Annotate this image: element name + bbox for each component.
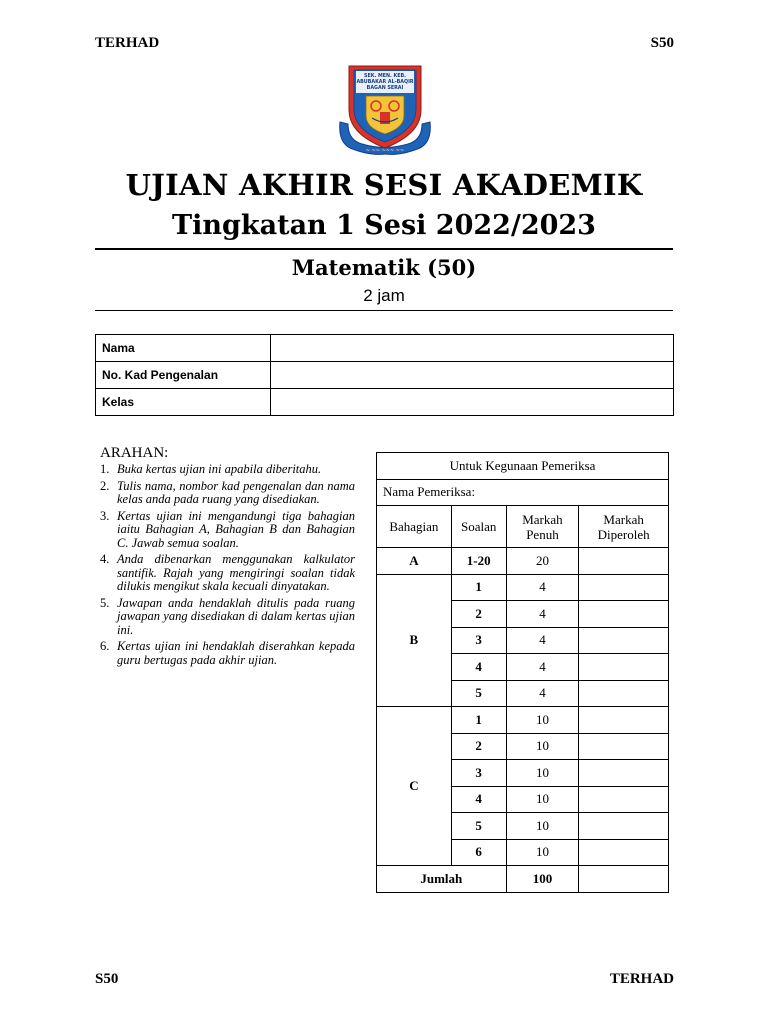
table-row bbox=[96, 335, 674, 362]
full-marks-cell: 4 bbox=[506, 680, 579, 707]
obtained-marks-cell[interactable] bbox=[579, 733, 669, 760]
section-a-label: A bbox=[377, 548, 452, 575]
examiner-marks-table bbox=[376, 452, 669, 893]
obtained-marks-cell[interactable] bbox=[579, 813, 669, 840]
title-divider bbox=[95, 248, 673, 250]
list-item: 5. Jawapan anda hendaklah ditulis pada ruang jawapan yang disediakan di dalam kertas ujian ini. bbox=[100, 595, 355, 637]
table-row bbox=[96, 362, 674, 389]
header-section: Bahagian bbox=[377, 506, 452, 548]
examiner-table-title: Untuk Kegunaan Pemeriksa bbox=[377, 453, 669, 480]
question-cell: 6 bbox=[451, 839, 506, 866]
footer-code: S50 bbox=[95, 971, 119, 987]
table-row bbox=[96, 389, 674, 416]
full-marks-cell: 4 bbox=[506, 627, 579, 654]
table-row bbox=[377, 453, 669, 480]
obtained-marks-cell[interactable] bbox=[579, 786, 669, 813]
obtained-marks-cell[interactable] bbox=[579, 839, 669, 866]
exam-duration: 2 jam bbox=[363, 286, 405, 305]
table-row bbox=[377, 506, 669, 548]
section-b-label: B bbox=[377, 574, 452, 707]
header-marks-obtained: Markah Diperoleh bbox=[579, 506, 669, 548]
header-full-marks: Markah Penuh bbox=[506, 506, 579, 548]
obtained-marks-cell[interactable] bbox=[579, 548, 669, 575]
table-row bbox=[377, 548, 669, 575]
obtained-marks-cell[interactable] bbox=[579, 654, 669, 681]
full-marks-cell: 4 bbox=[506, 601, 579, 628]
school-crest-logo bbox=[336, 60, 434, 160]
full-marks-cell: 10 bbox=[506, 839, 579, 866]
table-row bbox=[377, 707, 669, 734]
subject-divider bbox=[95, 310, 673, 311]
question-cell: 1 bbox=[451, 707, 506, 734]
svg-text:~ ~~ ~~~ ~~: ~ ~~ ~~~ ~~ bbox=[365, 148, 405, 154]
svg-text:BAGAN SERAI: BAGAN SERAI bbox=[366, 86, 404, 91]
ic-number-label: No. Kad Pengenalan bbox=[96, 362, 271, 389]
question-cell: 5 bbox=[451, 680, 506, 707]
list-item: 2. Tulis nama, nombor kad pengenalan dan nama kelas anda pada ruang yang disediakan. bbox=[100, 478, 355, 506]
name-label: Nama bbox=[96, 335, 271, 362]
table-row bbox=[377, 479, 669, 506]
name-field[interactable] bbox=[271, 335, 674, 362]
question-cell: 1-20 bbox=[451, 548, 506, 575]
section-c-label: C bbox=[377, 707, 452, 866]
class-field[interactable] bbox=[271, 389, 674, 416]
full-marks-cell: 10 bbox=[506, 707, 579, 734]
list-item: 3. Kertas ujian ini mengandungi tiga bahagian iaitu Bahagian A, Bahagian B dan Bahagian C. Jawab semua soalan. bbox=[100, 508, 355, 550]
total-label: Jumlah bbox=[377, 866, 507, 893]
instructions-title: ARAHAN: bbox=[100, 445, 169, 461]
obtained-marks-cell[interactable] bbox=[579, 627, 669, 654]
question-cell: 2 bbox=[451, 601, 506, 628]
total-obtained-marks[interactable] bbox=[579, 866, 669, 893]
ic-number-field[interactable] bbox=[271, 362, 674, 389]
subject-title: Matematik (50) bbox=[291, 255, 477, 280]
header-code: S50 bbox=[650, 35, 674, 51]
full-marks-cell: 10 bbox=[506, 786, 579, 813]
question-cell: 2 bbox=[451, 733, 506, 760]
obtained-marks-cell[interactable] bbox=[579, 574, 669, 601]
total-full-marks: 100 bbox=[506, 866, 579, 893]
class-label: Kelas bbox=[96, 389, 271, 416]
list-item: 4. Anda dibenarkan menggunakan kalkulator santifik. Rajah yang mengiringi soalan tidak dilukis mengikut skala kecuali dinyatakan. bbox=[100, 552, 355, 593]
full-marks-cell: 10 bbox=[506, 760, 579, 787]
footer-classification: TERHAD bbox=[609, 971, 674, 987]
table-row bbox=[377, 574, 669, 601]
question-cell: 3 bbox=[451, 760, 506, 787]
examiner-name-label: Nama Pemeriksa: bbox=[377, 479, 669, 506]
obtained-marks-cell[interactable] bbox=[579, 707, 669, 734]
obtained-marks-cell[interactable] bbox=[579, 680, 669, 707]
candidate-info-table bbox=[95, 334, 674, 416]
question-cell: 5 bbox=[451, 813, 506, 840]
question-cell: 3 bbox=[451, 627, 506, 654]
obtained-marks-cell[interactable] bbox=[579, 601, 669, 628]
svg-text:ABUBAKAR AL-BAQIR: ABUBAKAR AL-BAQIR bbox=[356, 80, 414, 85]
full-marks-cell: 10 bbox=[506, 813, 579, 840]
question-cell: 4 bbox=[451, 654, 506, 681]
header-question: Soalan bbox=[451, 506, 506, 548]
header-classification: TERHAD bbox=[95, 35, 160, 51]
full-marks-cell: 4 bbox=[506, 574, 579, 601]
list-item: 6. Kertas ujian ini hendaklah diserahkan kepada guru bertugas pada akhir ujian. bbox=[100, 639, 355, 667]
exam-title: UJIAN AKHIR SESI AKADEMIK bbox=[125, 168, 643, 202]
svg-text:SEK. MEN. KEB.: SEK. MEN. KEB. bbox=[364, 74, 406, 79]
full-marks-cell: 20 bbox=[506, 548, 579, 575]
list-item: 1. Buka kertas ujian ini apabila diberitahu. bbox=[100, 462, 322, 476]
table-row bbox=[377, 866, 669, 893]
instructions-list bbox=[100, 463, 355, 670]
question-cell: 1 bbox=[451, 574, 506, 601]
full-marks-cell: 4 bbox=[506, 654, 579, 681]
exam-subtitle: Tingkatan 1 Sesi 2022/2023 bbox=[172, 210, 596, 241]
question-cell: 4 bbox=[451, 786, 506, 813]
full-marks-cell: 10 bbox=[506, 733, 579, 760]
obtained-marks-cell[interactable] bbox=[579, 760, 669, 787]
